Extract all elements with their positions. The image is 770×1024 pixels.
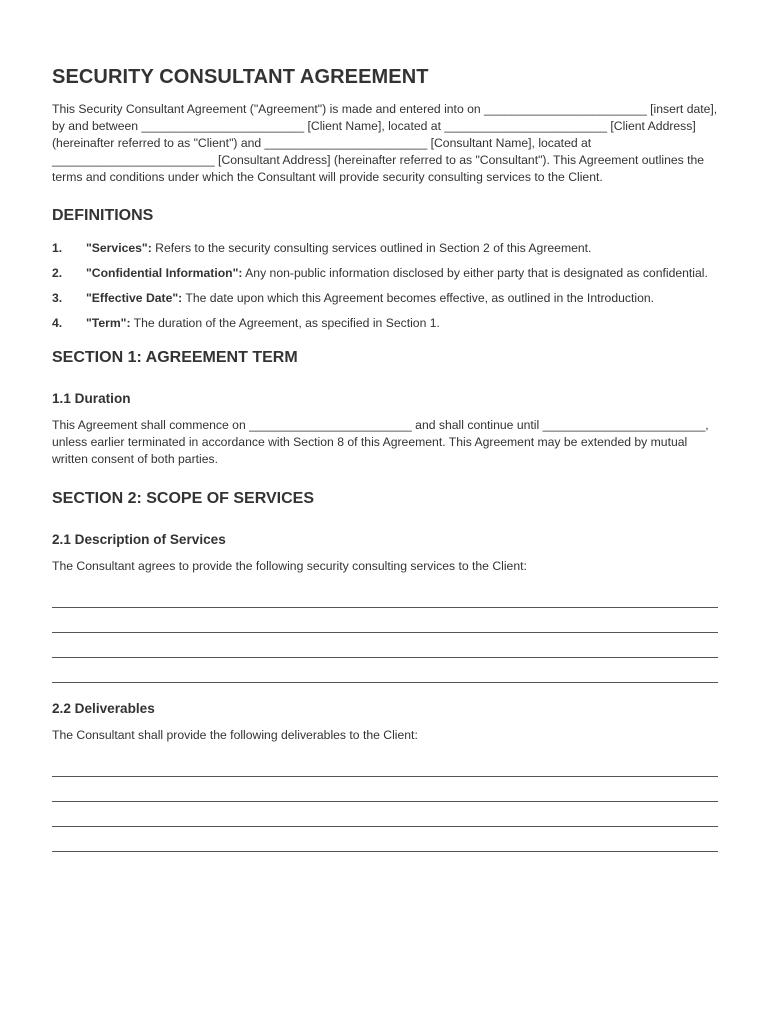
blank-line[interactable] (52, 583, 718, 608)
services-paragraph: The Consultant agrees to provide the following security consulting services to the Client: (52, 559, 527, 573)
definition-number: 4. (52, 316, 63, 330)
definition-term: "Term": (86, 316, 131, 330)
blank-line[interactable] (52, 608, 718, 633)
section1-heading: SECTION 1: AGREEMENT TERM (52, 349, 298, 366)
definition-text: The date upon which this Agreement becomes effective, as outlined in the Introduction. (182, 291, 655, 305)
blank-line[interactable] (52, 752, 718, 777)
section2-heading: SECTION 2: SCOPE OF SERVICES (52, 490, 314, 507)
definition-item (52, 290, 718, 306)
definition-term: "Services": (86, 241, 152, 255)
definition-item (52, 265, 718, 281)
definition-body (86, 315, 716, 331)
definition-item (52, 315, 718, 331)
services-subheading: 2.1 Description of Services (52, 532, 226, 547)
deliverables-subheading: 2.2 Deliverables (52, 701, 155, 716)
definition-item (52, 240, 718, 256)
definitions-heading: DEFINITIONS (52, 207, 154, 224)
blank-line[interactable] (52, 802, 718, 827)
definition-text: Any non-public information disclosed by either party that is designated as confidential. (242, 266, 708, 280)
blank-line[interactable] (52, 827, 718, 852)
definition-term: "Confidential Information": (86, 266, 243, 280)
definition-term: "Effective Date": (86, 291, 183, 305)
definition-text: The duration of the Agreement, as specified in Section 1. (130, 316, 440, 330)
definition-number: 1. (52, 241, 63, 255)
blank-line[interactable] (52, 633, 718, 658)
section1-subheading: 1.1 Duration (52, 391, 131, 406)
deliverables-paragraph: The Consultant shall provide the following deliverables to the Client: (52, 728, 418, 742)
blank-line[interactable] (52, 658, 718, 683)
definition-body (86, 290, 716, 306)
deliverables-blank-lines (52, 752, 718, 852)
duration-paragraph: This Agreement shall commence on ________________________ and shall continue until ________________________, unless earlier terminated in accordance with Section 8 of this Agreement. This Agreement may be extended by mutual written consent of both parties. (52, 418, 709, 466)
blank-line[interactable] (52, 777, 718, 802)
definition-body (86, 240, 716, 256)
definition-body (86, 265, 716, 281)
definition-text: Refers to the security consulting services outlined in Section 2 of this Agreement. (151, 241, 592, 255)
definitions-list (52, 240, 718, 331)
intro-paragraph: This Security Consultant Agreement ("Agreement") is made and entered into on ________________________ [insert date], by and between ________________________ [Client Name], located at ________________________ [Client Address] (hereinafter referred to as "Client") and ________________________ [Consultant Name], located at ________________________ [Consultant Address] (hereinafter referred to as "Consultant"). This Agreement outlines the terms and conditions under which the Consultant will provide security consulting services to the Client. (52, 102, 718, 184)
definition-number: 3. (52, 291, 63, 305)
document-title: SECURITY CONSULTANT AGREEMENT (52, 66, 429, 88)
services-blank-lines (52, 583, 718, 683)
definition-number: 2. (52, 266, 63, 280)
